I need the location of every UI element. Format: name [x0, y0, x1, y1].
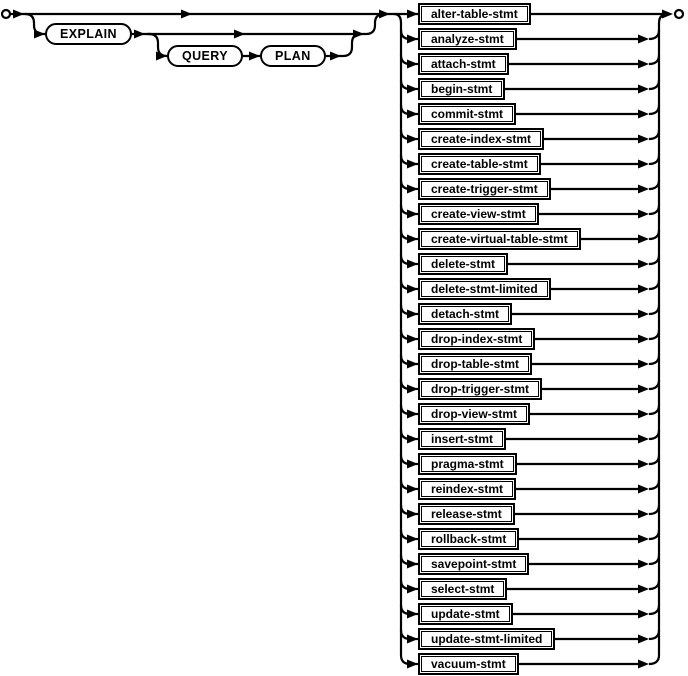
arrowhead-icon — [407, 335, 418, 344]
wire — [649, 280, 659, 289]
nonterminal-label: delete-stmt — [421, 256, 505, 272]
nonterminal-label: update-stmt-limited — [421, 631, 552, 647]
arrowhead-icon — [407, 210, 418, 219]
wire — [649, 105, 659, 114]
nonterminal-label: commit-stmt — [421, 106, 513, 122]
arrowhead-icon — [407, 260, 418, 269]
nonterminal-alter-table-stmt[interactable] — [418, 3, 531, 25]
nonterminal-label: create-trigger-stmt — [421, 181, 548, 197]
nonterminal-label: create-index-stmt — [421, 131, 541, 147]
wire — [649, 155, 659, 164]
arrowhead-icon — [638, 85, 649, 94]
arrowhead-icon — [407, 585, 418, 594]
nonterminal-detach-stmt[interactable] — [418, 303, 512, 325]
nonterminal-drop-trigger-stmt[interactable] — [418, 378, 542, 400]
nonterminal-label: update-stmt — [421, 606, 510, 622]
arrowhead-icon — [407, 285, 418, 294]
wire — [649, 30, 659, 39]
arrowhead-icon — [407, 235, 418, 244]
arrowhead-icon — [638, 60, 649, 69]
wire — [649, 355, 659, 364]
nonterminal-commit-stmt[interactable] — [418, 103, 516, 125]
arrowhead-icon — [407, 10, 418, 19]
nonterminal-label: create-table-stmt — [421, 156, 538, 172]
nonterminal-label: savepoint-stmt — [421, 556, 526, 572]
arrowhead-icon — [407, 35, 418, 44]
wire — [649, 455, 659, 464]
arrowhead-icon — [638, 535, 649, 544]
arrowhead-icon — [407, 535, 418, 544]
wire — [649, 130, 659, 139]
arrowhead-icon — [638, 210, 649, 219]
arrowhead-icon — [638, 635, 649, 644]
arrowhead-icon — [156, 52, 167, 61]
wire — [649, 180, 659, 189]
wire — [649, 230, 659, 239]
nonterminal-label: analyze-stmt — [421, 31, 514, 47]
arrowhead-icon — [407, 510, 418, 519]
arrowhead-icon — [407, 85, 418, 94]
nonterminal-label: pragma-stmt — [421, 456, 514, 472]
arrowhead-icon — [13, 10, 24, 19]
nonterminal-begin-stmt[interactable] — [418, 78, 505, 100]
nonterminal-label: drop-view-stmt — [421, 406, 527, 422]
end-terminal-icon — [675, 10, 683, 18]
wire — [649, 330, 659, 339]
arrowhead-icon — [407, 485, 418, 494]
arrowhead-icon — [638, 160, 649, 169]
arrowhead-icon — [638, 585, 649, 594]
wire — [649, 80, 659, 89]
arrowhead-icon — [34, 30, 45, 39]
arrowhead-icon — [407, 310, 418, 319]
arrowhead-icon — [638, 335, 649, 344]
nonterminal-label: create-view-stmt — [421, 206, 536, 222]
arrowhead-icon — [407, 360, 418, 369]
nonterminal-drop-index-stmt[interactable] — [418, 328, 535, 350]
nonterminal-create-virtual-table-stmt[interactable] — [418, 228, 581, 250]
nonterminal-create-trigger-stmt[interactable] — [418, 178, 551, 200]
nonterminal-label: drop-table-stmt — [421, 356, 529, 372]
nonterminal-label: delete-stmt-limited — [421, 281, 548, 297]
arrowhead-icon — [407, 560, 418, 569]
nonterminal-update-stmt-limited[interactable] — [418, 628, 555, 650]
nonterminal-create-table-stmt[interactable] — [418, 153, 541, 175]
nonterminal-label: rollback-stmt — [421, 531, 516, 547]
arrowhead-icon — [638, 660, 649, 669]
arrowhead-icon — [638, 460, 649, 469]
arrowhead-icon — [407, 435, 418, 444]
nonterminal-delete-stmt[interactable] — [418, 253, 508, 275]
nonterminal-create-index-stmt[interactable] — [418, 128, 544, 150]
arrowhead-icon — [638, 285, 649, 294]
nonterminal-label: insert-stmt — [421, 431, 503, 447]
nonterminal-label: release-stmt — [421, 506, 512, 522]
start-terminal-icon — [2, 10, 10, 18]
arrowhead-icon — [638, 35, 649, 44]
wire — [649, 630, 659, 639]
nonterminal-label: reindex-stmt — [421, 481, 513, 497]
arrowhead-icon — [249, 52, 260, 61]
wire — [649, 305, 659, 314]
nonterminal-delete-stmt-limited[interactable] — [418, 278, 551, 300]
nonterminal-drop-view-stmt[interactable] — [418, 403, 530, 425]
arrowhead-icon — [638, 310, 649, 319]
arrowhead-icon — [638, 510, 649, 519]
arrowhead-icon — [407, 385, 418, 394]
arrowhead-icon — [638, 610, 649, 619]
arrowhead-icon — [134, 30, 145, 39]
nonterminal-attach-stmt[interactable] — [418, 53, 509, 75]
arrowhead-icon — [407, 635, 418, 644]
keyword-plan: PLAN — [260, 45, 326, 67]
arrowhead-icon — [407, 185, 418, 194]
wire — [649, 655, 659, 664]
nonterminal-label: detach-stmt — [421, 306, 509, 322]
nonterminal-rollback-stmt[interactable] — [418, 528, 519, 550]
arrowhead-icon — [407, 60, 418, 69]
arrowhead-icon — [662, 10, 673, 19]
arrowhead-icon — [638, 260, 649, 269]
wire — [343, 34, 361, 56]
arrowhead-icon — [638, 560, 649, 569]
wire — [649, 255, 659, 264]
arrowhead-icon — [407, 160, 418, 169]
keyword-query: QUERY — [167, 45, 243, 67]
nonterminal-label: attach-stmt — [421, 56, 506, 72]
wire — [649, 480, 659, 489]
nonterminal-label: alter-table-stmt — [421, 6, 528, 22]
arrowhead-icon — [638, 185, 649, 194]
wire — [394, 14, 401, 23]
arrowhead-icon — [234, 30, 245, 39]
arrowhead-icon — [638, 410, 649, 419]
nonterminal-label: drop-index-stmt — [421, 331, 532, 347]
wire — [649, 430, 659, 439]
arrowhead-icon — [638, 435, 649, 444]
nonterminal-label: vacuum-stmt — [421, 656, 516, 672]
nonterminal-select-stmt[interactable] — [418, 578, 507, 600]
arrowhead-icon — [638, 485, 649, 494]
wire — [649, 380, 659, 389]
nonterminal-release-stmt[interactable] — [418, 503, 515, 525]
wire — [649, 55, 659, 64]
wire — [649, 555, 659, 564]
arrowhead-icon — [181, 10, 192, 19]
nonterminal-label: drop-trigger-stmt — [421, 381, 539, 397]
nonterminal-insert-stmt[interactable] — [418, 428, 506, 450]
nonterminal-vacuum-stmt[interactable] — [418, 653, 519, 675]
arrowhead-icon — [407, 135, 418, 144]
wire — [649, 530, 659, 539]
arrowhead-icon — [638, 135, 649, 144]
arrowhead-icon — [330, 52, 341, 61]
arrowhead-icon — [407, 460, 418, 469]
wire — [649, 205, 659, 214]
nonterminal-pragma-stmt[interactable] — [418, 453, 517, 475]
nonterminal-analyze-stmt[interactable] — [418, 28, 517, 50]
nonterminal-label: create-virtual-table-stmt — [421, 231, 578, 247]
arrowhead-icon — [638, 110, 649, 119]
arrowhead-icon — [407, 610, 418, 619]
nonterminal-drop-table-stmt[interactable] — [418, 353, 532, 375]
arrowhead-icon — [407, 410, 418, 419]
nonterminal-label: begin-stmt — [421, 81, 502, 97]
nonterminal-label: select-stmt — [421, 581, 504, 597]
wire — [649, 505, 659, 514]
arrowhead-icon — [638, 360, 649, 369]
wire — [649, 405, 659, 414]
wire — [649, 580, 659, 589]
nonterminal-create-view-stmt[interactable] — [418, 203, 539, 225]
wire — [649, 605, 659, 614]
arrowhead-icon — [407, 110, 418, 119]
keyword-explain: EXPLAIN — [45, 23, 132, 45]
arrowhead-icon — [407, 660, 418, 669]
nonterminal-update-stmt[interactable] — [418, 603, 513, 625]
arrowhead-icon — [638, 235, 649, 244]
nonterminal-reindex-stmt[interactable] — [418, 478, 516, 500]
arrowhead-icon — [638, 385, 649, 394]
nonterminal-savepoint-stmt[interactable] — [418, 553, 529, 575]
